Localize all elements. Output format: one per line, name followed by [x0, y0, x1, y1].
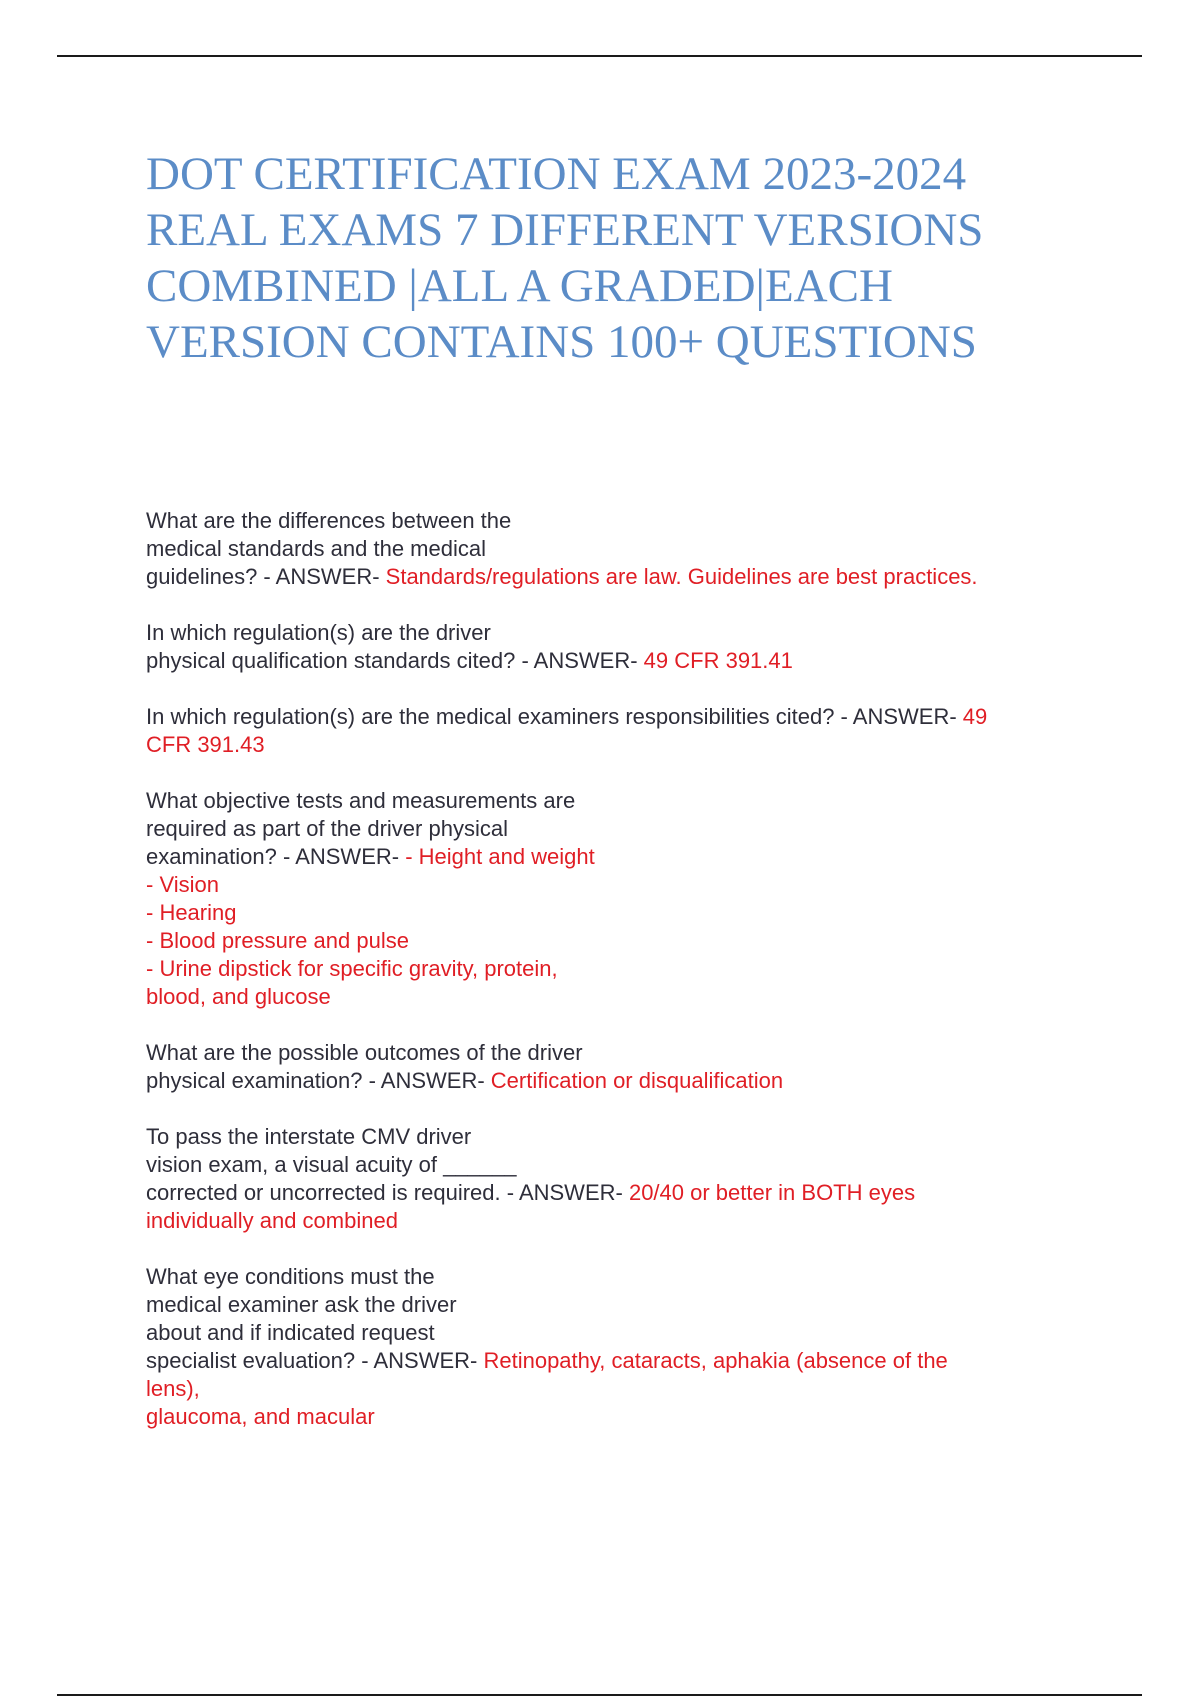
answer-text: Certification or disqualification — [490, 1068, 784, 1093]
question-answer-line — [146, 703, 1086, 731]
question-text: examination? - ANSWER- — [146, 844, 406, 869]
answer-line: individually and combined — [146, 1208, 398, 1233]
question-text: physical examination? - ANSWER- — [146, 1068, 491, 1093]
question-line: To pass the interstate CMV driver — [146, 1124, 472, 1149]
title-line: VERSION CONTAINS 100+ QUESTIONS — [146, 316, 977, 368]
question-line: What objective tests and measurements are — [146, 788, 576, 813]
answer-line: CFR 391.43 — [146, 732, 265, 757]
qa-item — [146, 787, 1086, 1011]
document-title — [146, 146, 1146, 370]
question-text: physical qualification standards cited? - ANSWER- — [146, 648, 644, 673]
qa-item — [146, 703, 1086, 759]
question-text: specialist evaluation? - ANSWER- — [146, 1348, 484, 1373]
bottom-rule — [57, 1694, 1142, 1696]
question-answer-line — [146, 647, 1086, 675]
question-line: What are the possible outcomes of the driver — [146, 1040, 583, 1065]
question-line: What are the differences between the — [146, 508, 512, 533]
question-line: medical standards and the medical — [146, 536, 486, 561]
qa-item — [146, 1263, 1086, 1431]
qa-item — [146, 619, 1086, 675]
question-line: about and if indicated request — [146, 1320, 435, 1345]
answer-line: blood, and glucose — [146, 984, 331, 1009]
question-line: required as part of the driver physical — [146, 816, 508, 841]
qa-item — [146, 1039, 1086, 1095]
question-answer-line — [146, 843, 1086, 871]
answer-line: - Urine dipstick for specific gravity, protein, — [146, 956, 558, 981]
question-answer-list — [146, 507, 1086, 1431]
title-line: REAL EXAMS 7 DIFFERENT VERSIONS — [146, 204, 984, 256]
answer-text: Standards/regulations are law. Guidelines are best practices. — [385, 564, 978, 589]
question-line: What eye conditions must the — [146, 1264, 435, 1289]
qa-item — [146, 507, 1086, 591]
question-line: medical examiner ask the driver — [146, 1292, 457, 1317]
question-line: In which regulation(s) are the driver — [146, 620, 491, 645]
answer-text: 20/40 or better in BOTH eyes — [628, 1180, 916, 1205]
question-answer-line — [146, 1067, 1086, 1095]
answer-text: 49 CFR 391.41 — [643, 648, 793, 673]
title-line: COMBINED |ALL A GRADED|EACH — [146, 260, 893, 312]
answer-text: 49 — [962, 704, 988, 729]
qa-item — [146, 1123, 1086, 1235]
answer-line: - Blood pressure and pulse — [146, 928, 409, 953]
answer-line: glaucoma, and macular — [146, 1404, 375, 1429]
question-answer-line — [146, 1347, 1086, 1375]
question-answer-line — [146, 563, 1086, 591]
top-rule — [57, 55, 1142, 57]
question-text: corrected or uncorrected is required. - ANSWER- — [146, 1180, 629, 1205]
answer-line: - Hearing — [146, 900, 237, 925]
title-line: DOT CERTIFICATION EXAM 2023-2024 — [146, 148, 967, 200]
question-line: vision exam, a visual acuity of ______ — [146, 1152, 517, 1177]
answer-line: lens), — [146, 1376, 200, 1401]
question-answer-line — [146, 1179, 1086, 1207]
answer-line: - Vision — [146, 872, 219, 897]
answer-text: Retinopathy, cataracts, aphakia (absence of the — [483, 1348, 948, 1373]
answer-text: - Height and weight — [405, 844, 595, 869]
question-text: In which regulation(s) are the medical examiners responsibilities cited? - ANSWER- — [146, 704, 963, 729]
question-text: guidelines? - ANSWER- — [146, 564, 386, 589]
